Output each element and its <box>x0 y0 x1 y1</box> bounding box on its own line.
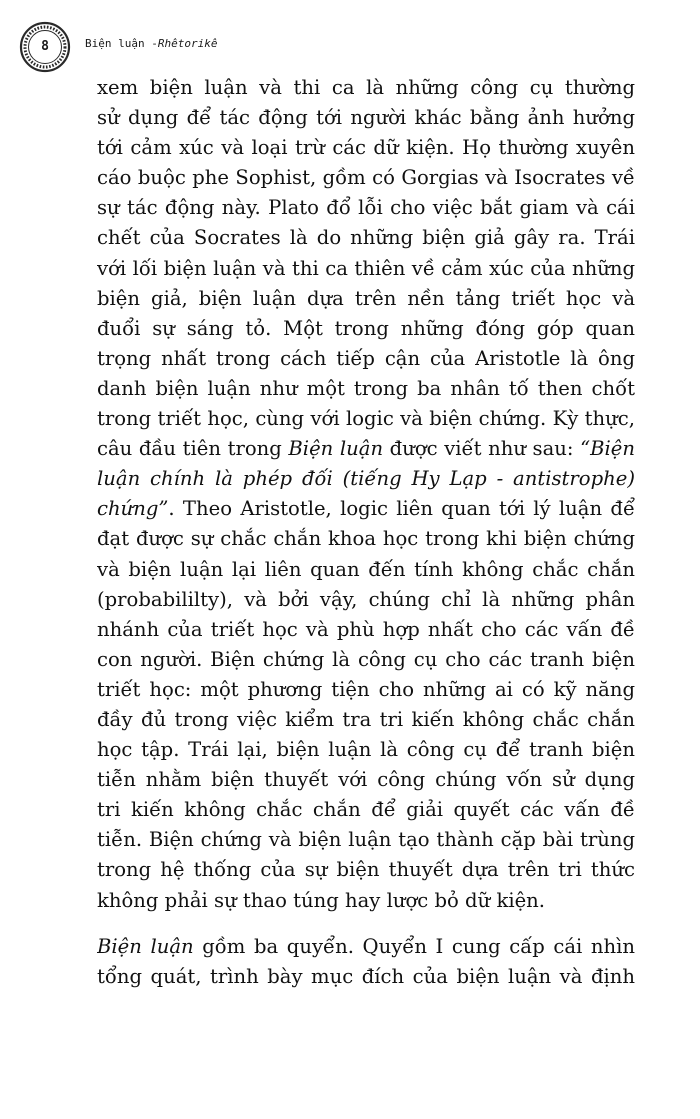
text-run: sự tác động này. Plato đổ lỗi cho việc bắt giam và cái <box>97 196 635 220</box>
text-run: trong triết học, cùng với logic và biện chứng. Kỳ thực, <box>97 407 635 431</box>
page-number: 8 <box>41 39 49 54</box>
title-separator: - <box>144 37 158 50</box>
text-run: tiễn. Biện chứng và biện luận tạo thành cặp bài trùng <box>97 828 635 852</box>
text-run: không phải sự thao túng hay lược bỏ dữ kiện. <box>97 888 546 912</box>
text-run: với lối biện luận và thi ca thiên về cảm xúc của những <box>97 256 635 280</box>
text-line <box>97 73 635 103</box>
text-line <box>97 494 635 524</box>
italic-text: Biện luận <box>288 437 384 461</box>
text-line <box>97 103 635 133</box>
text-line <box>97 735 635 765</box>
text-run: danh biện luận như một trong ba nhân tố then chốt <box>97 376 635 400</box>
paragraph <box>97 73 635 916</box>
text-line <box>97 886 635 916</box>
text-line <box>97 825 635 855</box>
text-line <box>97 585 635 615</box>
text-line <box>97 163 635 193</box>
text-line <box>97 434 635 464</box>
text-run: (probabililty), và bởi vậy, chúng chỉ là những phân <box>97 587 635 611</box>
text-run: chết của Socrates là do những biện giả gây ra. Trái <box>97 226 635 250</box>
text-run: câu đầu tiên trong <box>97 437 289 461</box>
text-run: tri kiến không chắc chắn để giải quyết các vấn đề <box>97 798 635 822</box>
text-line <box>97 675 635 705</box>
text-line <box>97 254 635 284</box>
text-line <box>97 193 635 223</box>
text-line <box>97 344 635 374</box>
text-run: đạt được sự chắc chắn khoa học trong khi biện chứng <box>97 527 635 551</box>
body-text <box>97 73 635 992</box>
text-line <box>97 314 635 344</box>
text-line <box>97 705 635 735</box>
text-line <box>97 962 635 992</box>
text-run: triết học: một phương tiện cho những ai có kỹ năng <box>97 677 635 701</box>
text-run: xem biện luận và thi ca là những công cụ thường <box>97 76 635 99</box>
text-line <box>97 795 635 825</box>
text-run: đuổi sự sáng tỏ. Một trong những đóng góp quan <box>97 316 635 340</box>
text-line <box>97 555 635 585</box>
text-line <box>97 645 635 675</box>
book-subtitle: Rhêtorikê <box>157 37 218 50</box>
text-line <box>97 615 635 645</box>
text-run: trong hệ thống của sự biện thuyết dựa trên tri thức <box>97 858 635 882</box>
italic-text: “Biện <box>580 437 635 461</box>
text-run: . Theo Aristotle, logic liên quan tới lý luận để <box>168 497 635 521</box>
text-line <box>97 223 635 253</box>
text-run: tới cảm xúc và loại trừ các dữ kiện. Họ thường xuyên <box>97 136 635 160</box>
text-line <box>97 765 635 795</box>
text-run: sử dụng để tác động tới người khác bằng ảnh hưởng <box>97 106 635 130</box>
text-run: biện giả, biện luận dựa trên nền tảng triết học và <box>97 286 635 310</box>
paragraph-gap <box>97 916 635 932</box>
text-run: được viết như sau: <box>383 437 581 461</box>
text-run: tiễn nhằm biện thuyết với công chúng vốn sử dụng <box>97 768 635 792</box>
text-run: nhánh của triết học và phù hợp nhất cho các vấn đề <box>97 617 635 641</box>
italic-text: Biện luận <box>97 934 194 958</box>
text-run: học tập. Trái lại, biện luận là công cụ để tranh biện <box>97 738 635 762</box>
text-line <box>97 133 635 163</box>
page-number-badge <box>19 21 71 73</box>
text-line <box>97 464 635 494</box>
text-line <box>97 855 635 885</box>
text-run: cáo buộc phe Sophist, gồm có Gorgias và Isocrates về <box>97 166 635 190</box>
paragraph <box>97 932 635 992</box>
text-line <box>97 932 635 962</box>
running-head <box>85 37 217 50</box>
italic-text: luận chính là phép đối (tiếng Hy Lạp - antistrophe) <box>97 467 635 491</box>
book-title: Biện luận <box>85 37 145 50</box>
text-run: tổng quát, trình bày mục đích của biện luận và định <box>97 964 635 988</box>
text-line <box>97 524 635 554</box>
text-run: gồm ba quyển. Quyển I cung cấp cái nhìn <box>193 934 635 958</box>
text-line <box>97 374 635 404</box>
text-run: trọng nhất trong cách tiếp cận của Aristotle là ông <box>97 346 635 370</box>
text-run: con người. Biện chứng là công cụ cho các tranh biện <box>97 647 635 671</box>
text-run: và biện luận lại liên quan đến tính không chắc chắn <box>97 557 635 581</box>
text-run: đầy đủ trong việc kiểm tra tri kiến không chắc chắn <box>97 707 635 731</box>
italic-text: chứng” <box>97 497 169 521</box>
text-line <box>97 284 635 314</box>
text-line <box>97 404 635 434</box>
